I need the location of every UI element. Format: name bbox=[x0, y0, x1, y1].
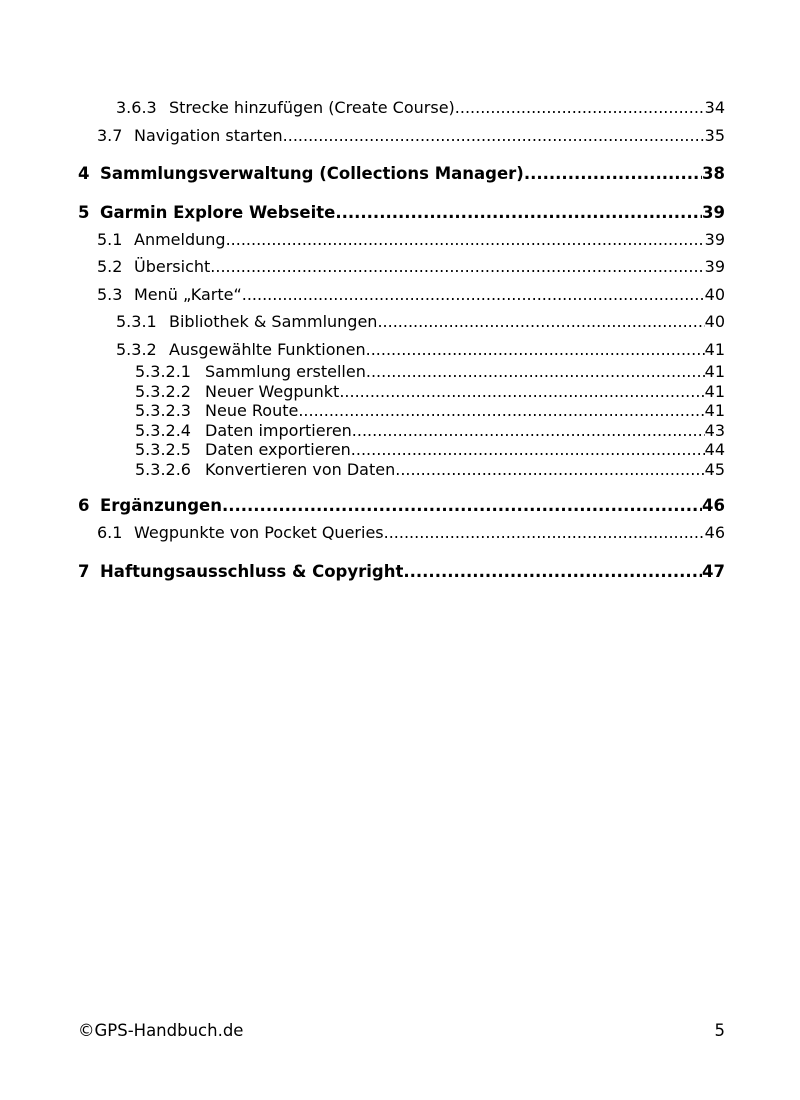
toc-leader bbox=[455, 98, 705, 118]
toc-leader bbox=[339, 383, 704, 401]
toc-leader bbox=[352, 422, 705, 440]
toc-entry[interactable] bbox=[135, 441, 725, 459]
toc-chapter-entry[interactable] bbox=[78, 203, 725, 223]
toc-number: 4 bbox=[78, 164, 90, 183]
toc-entry[interactable] bbox=[97, 126, 725, 146]
toc-title: Garmin Explore Webseite bbox=[100, 203, 336, 222]
toc-entry[interactable] bbox=[97, 230, 725, 250]
toc-title: Anmeldung bbox=[134, 230, 226, 249]
toc-leader bbox=[377, 312, 704, 332]
toc-number: 3.6.3 bbox=[116, 98, 157, 117]
toc-page-number: 39 bbox=[704, 257, 725, 276]
toc-number: 5.3 bbox=[97, 285, 123, 304]
toc-title: Ergänzungen bbox=[100, 496, 222, 515]
toc-entry[interactable] bbox=[135, 383, 725, 401]
toc-page-number: 47 bbox=[702, 562, 725, 581]
toc-page-number: 44 bbox=[704, 440, 725, 459]
toc-number: 5.3.2.2 bbox=[135, 382, 191, 401]
toc-number: 5.3.2.5 bbox=[135, 440, 191, 459]
toc-number: 5.3.2.3 bbox=[135, 401, 191, 420]
footer-page-number: 5 bbox=[714, 1021, 725, 1040]
toc-page-number: 41 bbox=[704, 362, 725, 381]
toc-title: Konvertieren von Daten bbox=[205, 460, 396, 479]
toc-number: 5.3.2.1 bbox=[135, 362, 191, 381]
toc-page-number: 41 bbox=[704, 401, 725, 420]
toc-page-number: 41 bbox=[704, 382, 725, 401]
toc-page-number: 40 bbox=[704, 285, 725, 304]
toc-leader bbox=[335, 203, 702, 223]
toc-entry[interactable] bbox=[116, 340, 725, 360]
toc-entry[interactable] bbox=[97, 523, 725, 543]
toc-leader bbox=[395, 461, 704, 479]
toc-page-number: 40 bbox=[704, 312, 725, 331]
toc-leader bbox=[524, 164, 702, 184]
toc-page-number: 46 bbox=[702, 496, 725, 515]
toc-leader bbox=[298, 402, 704, 420]
toc-page-number: 43 bbox=[704, 421, 725, 440]
toc-number: 5.3.2.6 bbox=[135, 460, 191, 479]
toc-number: 5.3.2.4 bbox=[135, 421, 191, 440]
toc-title: Neue Route bbox=[205, 401, 299, 420]
toc-leader bbox=[403, 562, 702, 582]
toc-page-number: 46 bbox=[704, 523, 725, 542]
toc-entry[interactable] bbox=[135, 402, 725, 420]
toc-leader bbox=[222, 496, 702, 516]
toc-title: Sammlungsverwaltung (Collections Manager) bbox=[100, 164, 524, 183]
toc-leader bbox=[210, 257, 704, 277]
toc-number: 5.3.1 bbox=[116, 312, 157, 331]
toc-title: Neuer Wegpunkt bbox=[205, 382, 340, 401]
toc-title: Ausgewählte Funktionen bbox=[169, 340, 366, 359]
toc-entry[interactable] bbox=[135, 363, 725, 381]
toc-page-number: 35 bbox=[704, 126, 725, 145]
toc-number: 5.2 bbox=[97, 257, 123, 276]
toc-title: Wegpunkte von Pocket Queries bbox=[134, 523, 384, 542]
footer-copyright: ©GPS-Handbuch.de bbox=[78, 1021, 244, 1040]
toc-title: Menü „Karte“ bbox=[134, 285, 242, 304]
toc-title: Übersicht bbox=[134, 257, 211, 276]
toc-title: Haftungsausschluss & Copyright bbox=[100, 562, 404, 581]
toc-entry[interactable] bbox=[116, 98, 725, 118]
toc-number: 5.1 bbox=[97, 230, 123, 249]
toc-title: Sammlung erstellen bbox=[205, 362, 366, 381]
toc-entry[interactable] bbox=[97, 257, 725, 277]
toc-page-number: 41 bbox=[704, 340, 725, 359]
toc-title: Bibliothek & Sammlungen bbox=[169, 312, 378, 331]
toc-title: Daten exportieren bbox=[205, 440, 351, 459]
toc-chapter-entry[interactable] bbox=[78, 164, 725, 184]
toc-number: 6.1 bbox=[97, 523, 123, 542]
toc-entry[interactable] bbox=[116, 312, 725, 332]
toc-leader bbox=[366, 363, 705, 381]
toc-title: Navigation starten bbox=[134, 126, 283, 145]
toc-title: Strecke hinzufügen (Create Course) bbox=[169, 98, 455, 117]
toc-number: 3.7 bbox=[97, 126, 123, 145]
toc-leader bbox=[384, 523, 705, 543]
toc-number: 7 bbox=[78, 562, 90, 581]
toc-leader bbox=[351, 441, 705, 459]
toc-page-number: 34 bbox=[704, 98, 725, 117]
toc-leader bbox=[226, 230, 705, 250]
toc-page-number: 38 bbox=[702, 164, 725, 183]
toc-leader bbox=[366, 340, 705, 360]
toc-number: 5 bbox=[78, 203, 90, 222]
toc-chapter-entry[interactable] bbox=[78, 496, 725, 516]
toc-number: 5.3.2 bbox=[116, 340, 157, 359]
toc-title: Daten importieren bbox=[205, 421, 352, 440]
toc-page-number: 39 bbox=[704, 230, 725, 249]
toc-entry[interactable] bbox=[97, 285, 725, 305]
toc-number: 6 bbox=[78, 496, 90, 515]
toc-entry[interactable] bbox=[135, 461, 725, 479]
toc-page-number: 45 bbox=[704, 460, 725, 479]
toc-entry[interactable] bbox=[135, 422, 725, 440]
toc-leader bbox=[242, 285, 705, 305]
toc-leader bbox=[283, 126, 705, 146]
toc-page-number: 39 bbox=[702, 203, 725, 222]
toc-chapter-entry[interactable] bbox=[78, 562, 725, 582]
